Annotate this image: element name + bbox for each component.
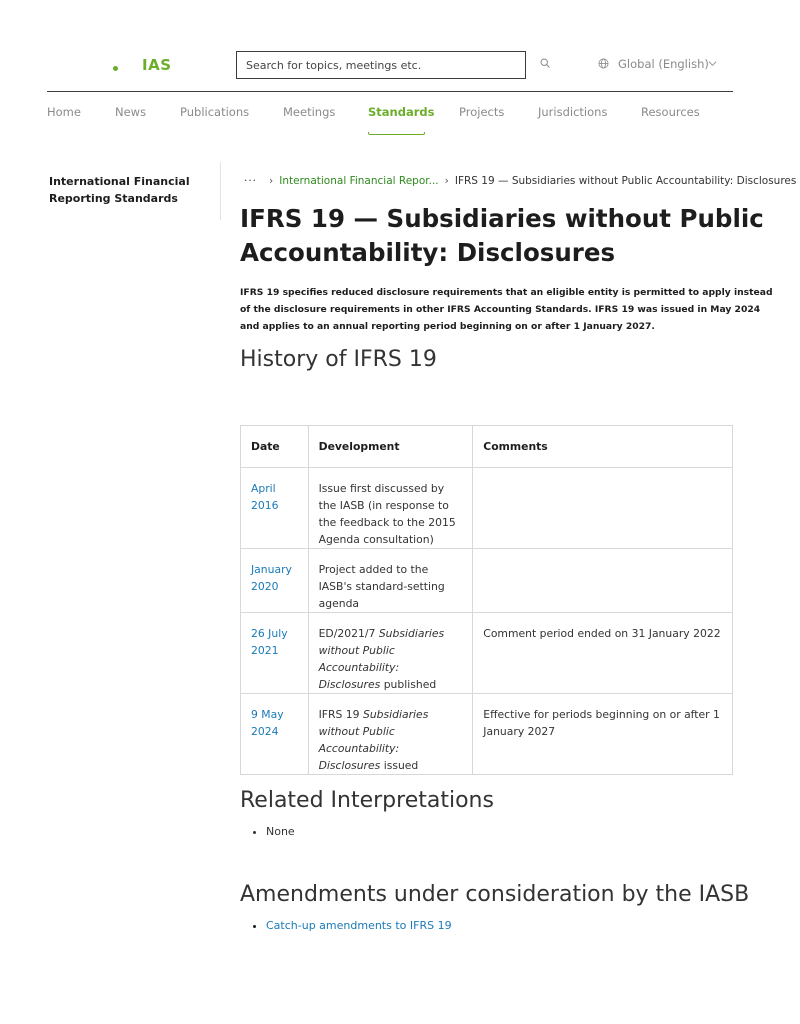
- development-text: Issue first discussed by the IASB (in response to the feedback to the 2015 Agenda consultation): [318, 482, 456, 546]
- nav-projects[interactable]: Projects: [459, 105, 505, 119]
- row-comments: [473, 549, 733, 613]
- related-list: [248, 824, 295, 840]
- language-selector[interactable]: Global (English): [618, 57, 709, 71]
- row-comments: [473, 468, 733, 549]
- development-text: Project added to the IASB's standard-setting agenda: [318, 563, 445, 610]
- row-development: [308, 613, 473, 694]
- development-suffix: published: [380, 678, 437, 691]
- nav-standards[interactable]: Standards: [368, 105, 435, 119]
- breadcrumb: [244, 175, 796, 187]
- row-comments: Comment period ended on 31 January 2022: [473, 613, 733, 694]
- nav-meetings[interactable]: Meetings: [283, 105, 336, 119]
- development-text: ED/2021/7: [318, 627, 379, 640]
- column-header-date: Date: [241, 426, 309, 468]
- table-row: [241, 694, 733, 775]
- amendment-link[interactable]: Catch-up amendments to IFRS 19: [266, 919, 452, 932]
- globe-icon: [598, 58, 609, 69]
- breadcrumb-current: IFRS 19 — Subsidiaries without Public Accountability: Disclosures: [454, 175, 797, 187]
- nav-resources[interactable]: Resources: [641, 105, 700, 119]
- development-text: IFRS 19: [318, 708, 363, 721]
- chevron-right-icon: ›: [269, 175, 274, 187]
- amendments-list: [248, 918, 452, 934]
- history-table-wrapper[interactable]: [240, 425, 733, 772]
- search-input[interactable]: [236, 51, 526, 79]
- development-italic: Subsidiaries without Public Accountability: Disclosures: [318, 627, 445, 691]
- page-title: [240, 202, 800, 270]
- page-title-line1: IFRS 19 — Subsidiaries without Public: [240, 204, 764, 233]
- list-item: • None: [266, 824, 295, 840]
- row-development: [308, 549, 473, 613]
- breadcrumb-parent-link[interactable]: International Financial Repor...: [279, 175, 439, 187]
- sidebar-divider: [220, 162, 221, 220]
- nav-news[interactable]: News: [115, 105, 147, 119]
- history-table: [240, 425, 733, 775]
- history-heading: History of IFRS 19: [240, 347, 437, 372]
- row-development: [308, 694, 473, 775]
- table-row: [241, 613, 733, 694]
- logo-dot: [113, 66, 118, 71]
- column-header-comments: Comments: [473, 426, 733, 468]
- list-item: [266, 918, 452, 934]
- nav-jurisdictions[interactable]: Jurisdictions: [538, 105, 608, 119]
- row-date-link[interactable]: January 2020: [241, 549, 309, 613]
- column-header-development: Development: [308, 426, 473, 468]
- table-header-row: [241, 426, 733, 468]
- intro-paragraph: IFRS 19 specifies reduced disclosure requirements that an eligible entity is permitted to apply instead of the disclosure requirements in other IFRS Accounting Standards. IFRS 19 was issued in May 2024 and applies to an annual reporting period beginning on or after 1 January 2027.: [240, 287, 773, 332]
- chevron-right-icon: ›: [444, 175, 449, 187]
- related-heading: Related Interpretations: [240, 788, 494, 813]
- site-logo[interactable]: IAS: [142, 56, 172, 74]
- row-date-link[interactable]: 9 May 2024: [241, 694, 309, 775]
- nav-publications[interactable]: Publications: [180, 105, 250, 119]
- development-italic: Subsidiaries without Public Accountability: Disclosures: [318, 708, 429, 772]
- table-row: [241, 549, 733, 613]
- sidebar-item-ifrs[interactable]: International Financial Reporting Standards: [49, 175, 190, 205]
- development-suffix: issued: [380, 759, 419, 772]
- header-divider: [47, 91, 733, 92]
- page-title-line2: Accountability: Disclosures: [240, 238, 616, 267]
- search-icon[interactable]: [540, 58, 550, 68]
- row-date-link[interactable]: 26 July 2021: [241, 613, 309, 694]
- amendments-heading: Amendments under consideration by the IASB: [240, 882, 750, 907]
- row-comments: Effective for periods beginning on or after 1 January 2027: [473, 694, 733, 775]
- nav-active-indicator: [368, 132, 425, 135]
- breadcrumb-ellipsis[interactable]: ···: [244, 175, 258, 187]
- table-row: [241, 468, 733, 549]
- chevron-down-icon[interactable]: [708, 59, 717, 68]
- nav-home[interactable]: Home: [47, 105, 81, 119]
- row-development: [308, 468, 473, 549]
- row-date-link[interactable]: April 2016: [241, 468, 309, 549]
